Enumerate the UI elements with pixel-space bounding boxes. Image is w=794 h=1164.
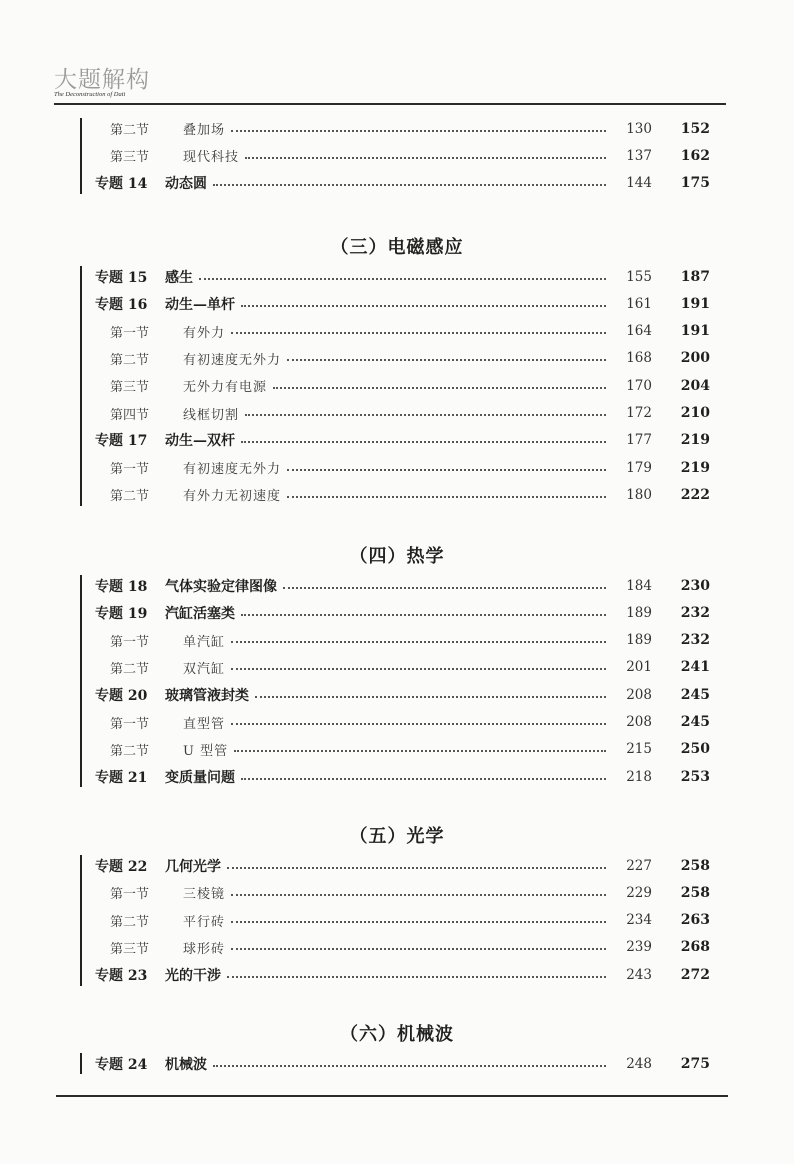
- entry-label: [80, 938, 225, 957]
- entry-label: [80, 965, 221, 985]
- footer-rule: [56, 1095, 728, 1097]
- entry-label: [80, 883, 225, 902]
- question-page: 239: [626, 939, 652, 956]
- entry-number: 专题 21: [95, 769, 148, 786]
- entry-title: 有外力无初速度: [183, 489, 282, 505]
- entry-number: 第三节: [110, 941, 150, 957]
- toc-topic-entry[interactable]: [80, 170, 720, 197]
- question-page: 215: [626, 741, 652, 758]
- entry-title: 汽缸活塞类: [165, 605, 235, 622]
- entry-number: 专题 19: [95, 605, 148, 622]
- dot-leader: [199, 278, 606, 280]
- dot-leader: [227, 867, 606, 869]
- toc-topic-entry[interactable]: [80, 290, 720, 317]
- entry-number: 第一节: [110, 716, 150, 732]
- answer-page: 263: [680, 912, 710, 929]
- question-page: 130: [626, 120, 652, 137]
- question-page: 155: [626, 268, 652, 285]
- entry-label: [80, 485, 281, 504]
- entry-number: 第四节: [110, 407, 150, 423]
- entry-label: [80, 119, 225, 138]
- entry-label: [80, 173, 207, 193]
- answer-page: 232: [680, 632, 710, 649]
- question-page: 229: [626, 884, 652, 901]
- entry-title: 玻璃管液封类: [165, 687, 249, 704]
- question-page: 164: [626, 323, 652, 340]
- entry-title: 气体实验定律图像: [165, 578, 277, 595]
- brand-logo: [54, 68, 150, 98]
- entry-title: 线框切割: [183, 407, 240, 423]
- entry-title: 动生—单杆: [165, 296, 235, 313]
- entry-title: 动态圆: [165, 176, 207, 193]
- dot-leader: [241, 305, 606, 307]
- entry-title: 动生—双杆: [165, 433, 235, 450]
- entry-label: [80, 458, 281, 477]
- toc-topic-entry[interactable]: [80, 599, 720, 626]
- toc-topic-entry[interactable]: [80, 681, 720, 708]
- question-page: 234: [626, 912, 652, 929]
- entry-title: 球形砖: [183, 941, 226, 957]
- answer-page: 219: [680, 459, 710, 476]
- toc-section-entry[interactable]: [80, 654, 720, 681]
- chapter-heading: （六）机械波: [340, 1024, 454, 1045]
- answer-page: 162: [680, 147, 710, 164]
- entry-title: 平行砖: [183, 914, 226, 930]
- entry-label: [80, 1054, 207, 1074]
- question-page: 144: [626, 175, 652, 192]
- entry-label: [80, 322, 225, 341]
- question-page: 137: [626, 147, 652, 164]
- question-page: 208: [626, 714, 652, 730]
- header-rule: [54, 103, 726, 105]
- entry-number: 专题 23: [95, 967, 148, 984]
- dot-leader: [287, 469, 606, 471]
- entry-label: [80, 856, 221, 876]
- question-page: 179: [626, 459, 652, 476]
- answer-page: 232: [680, 604, 710, 621]
- entry-label: [80, 631, 225, 650]
- answer-page: 250: [680, 741, 710, 758]
- entry-number: 专题 14: [95, 176, 148, 193]
- answer-page: 230: [680, 577, 710, 594]
- entry-label: [80, 376, 267, 395]
- brand-title: 大题解构: [54, 67, 150, 93]
- dot-leader: [231, 641, 606, 643]
- entry-title: 有外力: [183, 325, 226, 341]
- dot-leader: [273, 387, 606, 389]
- entry-title: 感生: [165, 269, 193, 286]
- toc-section-entry[interactable]: [80, 345, 720, 372]
- dot-leader: [227, 976, 606, 978]
- entry-title: 有初速度无外力: [183, 352, 282, 368]
- question-page: 243: [626, 966, 652, 983]
- toc-topic-entry[interactable]: [80, 763, 720, 790]
- entry-number: 第一节: [110, 887, 150, 903]
- dot-leader: [231, 130, 606, 132]
- entry-title: 几何光学: [165, 858, 221, 875]
- toc-section-entry[interactable]: [80, 454, 720, 481]
- dot-leader: [245, 414, 606, 416]
- entry-title: 现代科技: [183, 150, 240, 166]
- entry-number: 专题 24: [95, 1056, 148, 1073]
- entry-number: 第二节: [110, 489, 150, 505]
- answer-page: 241: [680, 659, 710, 676]
- entry-label: [80, 430, 235, 450]
- question-page: 168: [626, 350, 652, 367]
- entry-number: 第二节: [110, 123, 150, 138]
- entry-number: 专题 15: [95, 269, 148, 286]
- answer-page: 245: [680, 686, 710, 703]
- dot-leader: [245, 157, 606, 159]
- chapter-heading: （四）热学: [349, 546, 445, 567]
- entry-number: 专题 17: [95, 433, 148, 450]
- entry-title: 单汽缸: [183, 634, 226, 650]
- toc-section-entry[interactable]: [80, 627, 720, 654]
- toc-section-entry[interactable]: [80, 400, 720, 427]
- entry-number: 第二节: [110, 743, 150, 759]
- entry-title: 机械波: [165, 1056, 207, 1073]
- answer-page: 245: [680, 714, 710, 730]
- question-page: 208: [626, 686, 652, 703]
- toc-section-entry[interactable]: [80, 879, 720, 906]
- entry-number: 专题 16: [95, 296, 148, 313]
- question-page: 218: [626, 768, 652, 785]
- entry-number: 专题 22: [95, 858, 148, 875]
- entry-number: 第三节: [110, 150, 150, 166]
- entry-title: 无外力有电源: [183, 380, 268, 396]
- dot-leader: [231, 948, 606, 950]
- question-page: 161: [626, 295, 652, 312]
- answer-page: 187: [680, 268, 710, 285]
- toc-section-entry[interactable]: [80, 907, 720, 934]
- toc-section-entry[interactable]: [80, 142, 720, 169]
- question-page: 184: [626, 577, 652, 594]
- entry-label: [80, 713, 225, 732]
- entry-number: 第二节: [110, 914, 150, 930]
- chapter-heading: （三）电磁感应: [330, 237, 464, 258]
- entry-label: [80, 294, 235, 314]
- entry-label: [80, 603, 235, 623]
- answer-page: 200: [680, 350, 710, 367]
- dot-leader: [213, 1065, 606, 1067]
- entry-title: 光的干涉: [165, 967, 221, 984]
- entry-title: U 型管: [183, 743, 229, 759]
- dot-leader: [287, 359, 606, 361]
- entry-number: 第三节: [110, 380, 150, 396]
- entry-label: [80, 576, 277, 596]
- toc-section-entry[interactable]: [80, 481, 720, 508]
- dot-leader: [241, 778, 606, 780]
- entry-title: 直型管: [183, 716, 226, 732]
- entry-title: 叠加场: [183, 123, 226, 138]
- entry-label: [80, 767, 235, 787]
- toc-topic-entry[interactable]: [80, 572, 720, 599]
- entry-number: 第一节: [110, 634, 150, 650]
- toc-topic-entry[interactable]: [80, 427, 720, 454]
- toc-section-entry[interactable]: [80, 934, 720, 961]
- entry-number: 第二节: [110, 352, 150, 368]
- toc-topic-entry[interactable]: [80, 263, 720, 290]
- brand-subtitle: The Deconstruction of Dati: [54, 91, 126, 98]
- entry-label: [80, 146, 239, 165]
- question-page: 189: [626, 604, 652, 621]
- question-page: 177: [626, 432, 652, 449]
- question-page: 180: [626, 486, 652, 503]
- entry-label: [80, 685, 249, 705]
- answer-page: 275: [680, 1055, 710, 1072]
- dot-leader: [283, 587, 606, 589]
- dot-leader: [231, 723, 606, 725]
- question-page: 170: [626, 377, 652, 394]
- entry-number: 第一节: [110, 462, 150, 478]
- entry-label: [80, 658, 225, 677]
- dot-leader: [241, 441, 606, 443]
- dot-leader: [231, 894, 606, 896]
- answer-page: 258: [680, 884, 710, 901]
- dot-leader: [231, 332, 606, 334]
- dot-leader: [213, 184, 606, 186]
- entry-number: 第一节: [110, 325, 150, 341]
- answer-page: 258: [680, 857, 710, 874]
- entry-title: 三棱镜: [183, 887, 226, 903]
- answer-page: 191: [680, 295, 710, 312]
- answer-page: 152: [680, 120, 710, 137]
- entry-title: 有初速度无外力: [183, 462, 282, 478]
- entry-number: 专题 20: [95, 687, 148, 704]
- answer-page: 210: [680, 405, 710, 421]
- answer-page: 191: [680, 323, 710, 340]
- entry-number: 专题 18: [95, 578, 148, 595]
- toc-section-entry[interactable]: [80, 318, 720, 345]
- question-page: 248: [626, 1055, 652, 1072]
- toc-section-entry[interactable]: [80, 736, 720, 763]
- answer-page: 175: [680, 175, 710, 192]
- entry-title: 变质量问题: [165, 769, 235, 786]
- entry-label: [80, 349, 281, 368]
- dot-leader: [287, 496, 606, 498]
- answer-page: 219: [680, 432, 710, 449]
- entry-label: [80, 740, 228, 759]
- toc-topic-entry[interactable]: [80, 961, 720, 988]
- toc-section-entry[interactable]: [80, 115, 720, 142]
- answer-page: 272: [680, 966, 710, 983]
- toc-section-entry[interactable]: [80, 372, 720, 399]
- answer-page: 222: [680, 486, 710, 503]
- answer-page: 268: [680, 939, 710, 956]
- question-page: 227: [626, 857, 652, 874]
- toc-topic-entry[interactable]: [80, 852, 720, 879]
- entry-title: 双汽缸: [183, 661, 226, 677]
- entry-label: [80, 404, 239, 423]
- question-page: 201: [626, 659, 652, 676]
- dot-leader: [241, 614, 606, 616]
- question-page: 189: [626, 632, 652, 649]
- toc-section-entry[interactable]: [80, 709, 720, 736]
- dot-leader: [231, 668, 606, 670]
- entry-number: 第二节: [110, 661, 150, 677]
- toc-topic-entry[interactable]: [80, 1050, 720, 1077]
- entry-label: [80, 911, 225, 930]
- question-page: 172: [626, 405, 652, 421]
- dot-leader: [234, 750, 606, 752]
- chapter-heading: （五）光学: [349, 826, 445, 847]
- entry-label: [80, 267, 193, 287]
- dot-leader: [255, 696, 606, 698]
- answer-page: 253: [680, 768, 710, 785]
- answer-page: 204: [680, 377, 710, 394]
- dot-leader: [231, 921, 606, 923]
